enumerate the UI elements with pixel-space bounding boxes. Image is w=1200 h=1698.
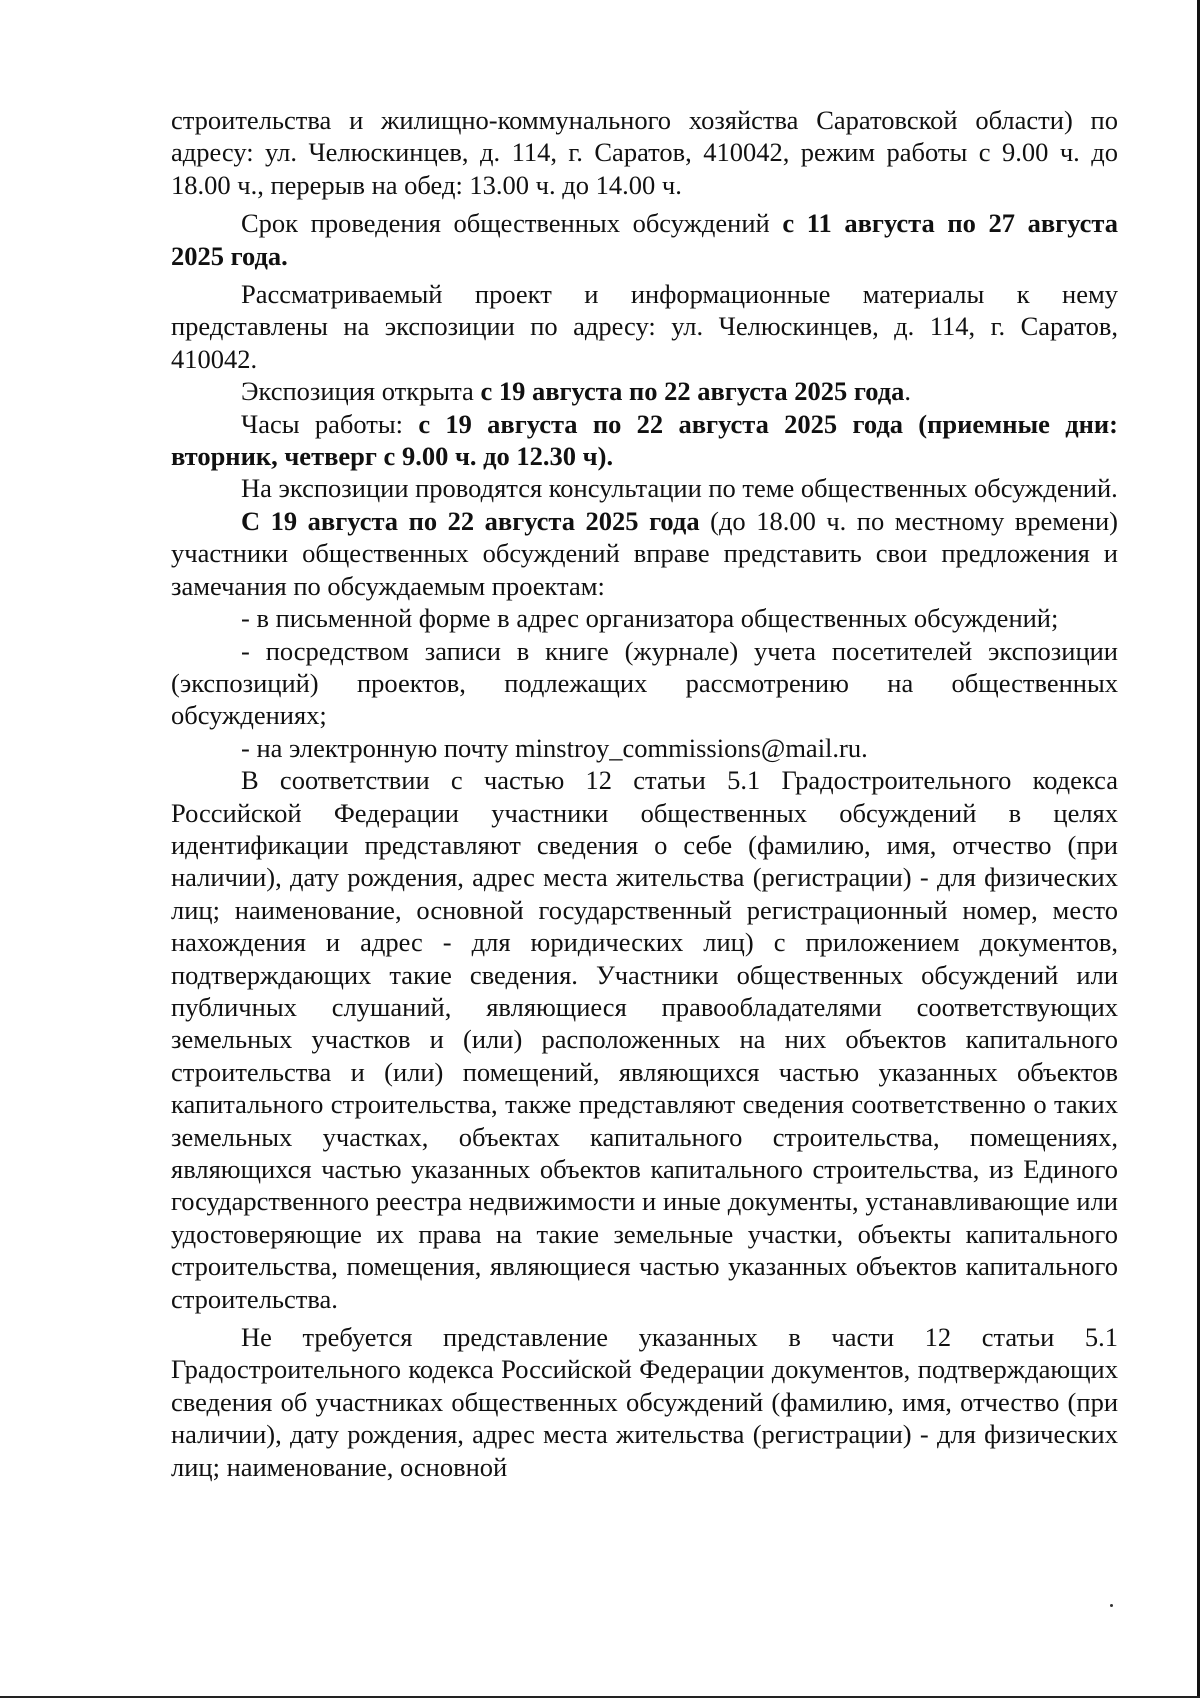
working-hours-label: Часы работы: [241, 408, 419, 439]
working-hours-dates: с 19 августа по 22 августа 2025 года (приемные дни: вторник, четверг с 9.00 ч. до 12.30 ч). [171, 408, 1118, 472]
paragraph-not-required: Не требуется представление указанных в части 12 статьи 5.1 Градостроительного кодекса Российской Федерации документов, подтверждающих сведения об участниках общественных обсуждений (фамилию, имя, отчество (при наличии), дату рождения, адрес места жительства (регистрации) - для физических лиц; наименование, основной [171, 1322, 1118, 1482]
paragraph-exposition-materials: Рассматриваемый проект и информационные материалы к нему представлены на экспозиции по адресу: ул. Челюскинцев, д. 114, г. Саратов, 410042. [171, 279, 1118, 374]
exposition-open-end: . [904, 376, 911, 407]
proposals-dates: С 19 августа по 22 августа 2025 года [241, 505, 700, 536]
list-item-written-form: - в письменной форме в адрес организатора общественных обсуждений; [241, 603, 1059, 634]
document-body [171, 104, 1118, 1483]
paragraph-discussion-period [171, 207, 1118, 272]
paragraph-consultations: На экспозиции проводятся консультации по теме общественных обсуждений. [241, 473, 1118, 504]
discussion-period-dates: с 11 августа по 27 августа 2025 года. [171, 208, 1118, 271]
exposition-open-dates: с 19 августа по 22 августа 2025 года [480, 376, 905, 407]
paragraph-identification: В соответствии с частью 12 статьи 5.1 Градостроительного кодекса Российской Федерации участники общественных обсуждений в целях идентификации представляют сведения о себе (фамилию, имя, отчество (при наличии), дату рождения, адрес места жительства (регистрации) - для физических лиц; наименование, основной государственный регистрационный номер, место нахождения и адрес - для юридических лиц) с приложением документов, подтверждающих такие сведения. Участники общественных обсуждений или публичных слушаний, являющиеся правообладателями соответствующих земельных участков и (или) расположенных на них объектов капитального строительства и (или) помещений, являющихся частью указанных объектов капитального строительства, также представляют сведения соответственно о таких земельных участках, объектах капитального строительства, помещениях, являющихся частью указанных объектов капитального строительства, из Единого государственного реестра недвижимости и иные документы, устанавливающие или удостоверяющие их права на такие земельные участки, объекты капитального строительства, помещения, являющиеся частью указанных объектов капитального строительства. [171, 765, 1118, 1314]
paragraph-proposals [171, 505, 1118, 602]
discussion-period-label: Срок проведения общественных обсуждений [241, 208, 783, 239]
scan-dot [1110, 1604, 1113, 1607]
proposals-text: (до 18.00 ч. по местному времени) участники общественных обсуждений вправе представить свои предложения и замечания по обсуждаемым проектам: [171, 505, 1119, 601]
paragraph-exposition-open [171, 375, 1118, 407]
list-item-email: - на электронную почту minstroy_commissions@mail.ru. [241, 732, 868, 763]
paragraph-address: строительства и жилищно-коммунального хозяйства Саратовской области) по адресу: ул. Челюскинцев, д. 114, г. Саратов, 410042, режим работы с 9.00 ч. до 18.00 ч., перерыв на обед: 13.00 ч. до 14.00 ч. [171, 105, 1118, 200]
exposition-open-label: Экспозиция открыта [241, 376, 481, 407]
paragraph-working-hours [171, 408, 1118, 473]
list-item-visitor-book: - посредством записи в книге (журнале) учета посетителей экспозиции (экспозиций) проектов, подлежащих рассмотрению на общественных обсуждениях; [171, 635, 1118, 731]
